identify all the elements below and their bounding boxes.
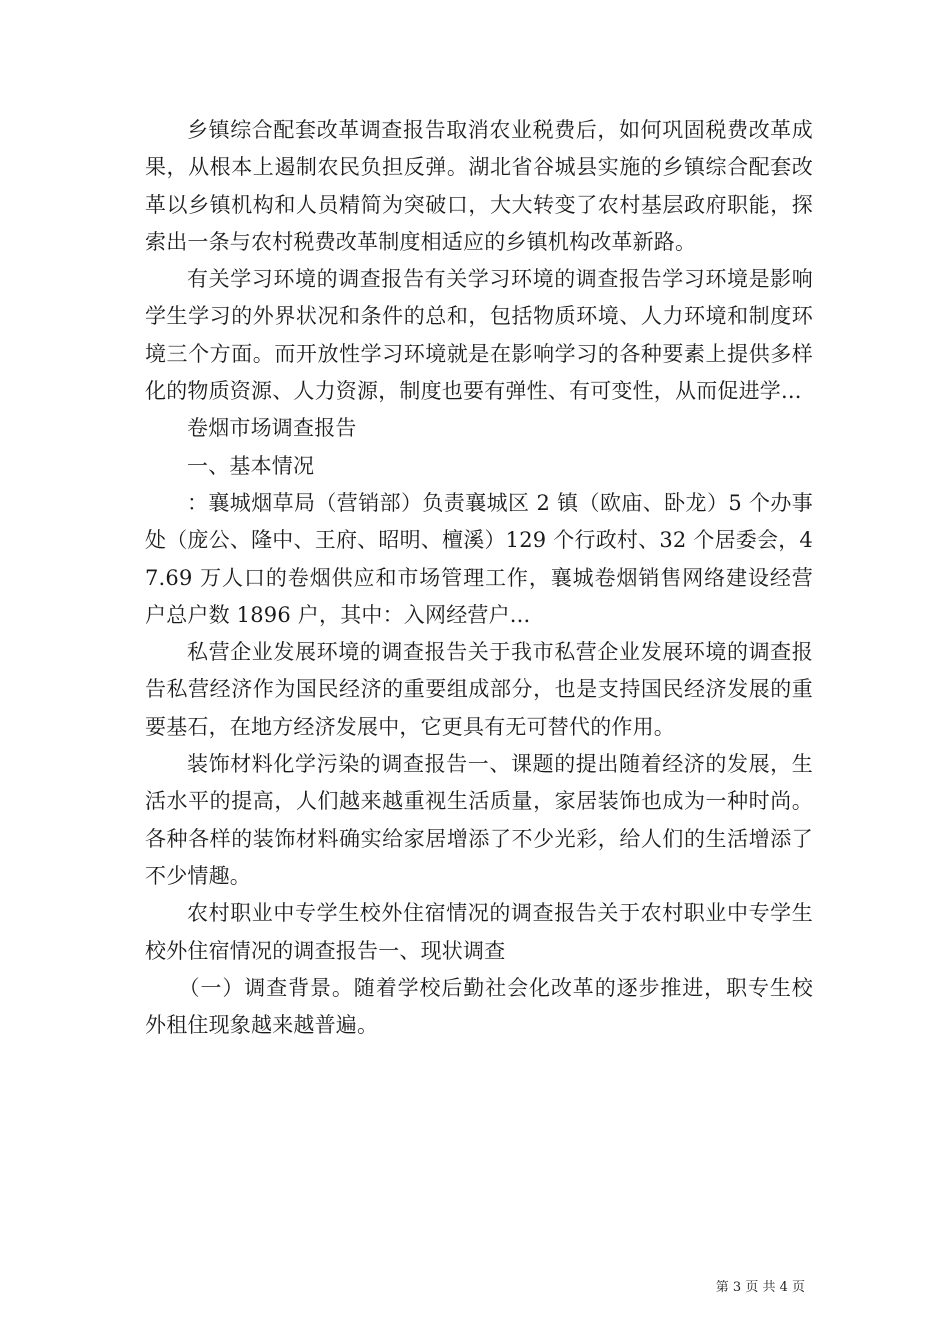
- paragraph-decoration-pollution: 装饰材料化学污染的调查报告一、课题的提出随着经济的发展，生活水平的提高，人们越来越重视生活质量，家居装饰也成为一种时尚。各种各样的装饰材料确实给家居增添了不少光彩，给人们的生活增添了不少情趣。: [145, 752, 813, 888]
- paragraph-learning-environment: 有关学习环境的调查报告有关学习环境的调查报告学习环境是影响学生学习的外界状况和条件的总和，包括物质环境、人力环境和制度环境三个方面。而开放性学习环境就是在影响学习的各种要素上提供多样化的物质资源、人力资源，制度也要有弹性、有可变性，从而促进学...: [145, 267, 813, 404]
- paragraph-township-reform: 乡镇综合配套改革调查报告取消农业税费后，如何巩固税费改革成果，从根本上遏制农民负担反弹。湖北省谷城县实施的乡镇综合配套改革以乡镇机构和人员精简为突破口，大大转变了农村基层政府职能，探索出一条与农村税费改革制度相适应的乡镇机构改革新路。: [145, 118, 813, 254]
- paragraph-survey-background: （一）调查背景。随着学校后勤社会化改革的逐步推进，职专生校外租住现象越来越普遍。: [145, 975, 813, 1038]
- section-title-cigarette-market: 卷烟市场调查报告: [187, 416, 357, 441]
- page-number: 第 3 页 共 4 页: [715, 1280, 805, 1295]
- paragraph-private-enterprise: 私营企业发展环境的调查报告关于我市私营企业发展环境的调查报告私营经济作为国民经济的重要组成部分，也是支持国民经济发展的重要基石，在地方经济发展中，它更具有无可替代的作用。: [145, 640, 813, 739]
- document-body: [145, 112, 813, 1044]
- section-subtitle-basic-info: 一、基本情况: [187, 453, 315, 478]
- paragraph-xiangcheng-tobacco: ：襄城烟草局（营销部）负责襄城区 2 镇（欧庙、卧龙）5 个办事处（庞公、隆中、王府、昭明、檀溪）129 个行政村、32 个居委会，47.69 万人口的卷烟供应和市场管理工作，襄城卷烟销售网络建设经营户总户数 1896 户，其中：入网经营户...: [145, 490, 813, 627]
- paragraph-student-lodging: 农村职业中专学生校外住宿情况的调查报告关于农村职业中专学生校外住宿情况的调查报告一、现状调查: [145, 901, 813, 963]
